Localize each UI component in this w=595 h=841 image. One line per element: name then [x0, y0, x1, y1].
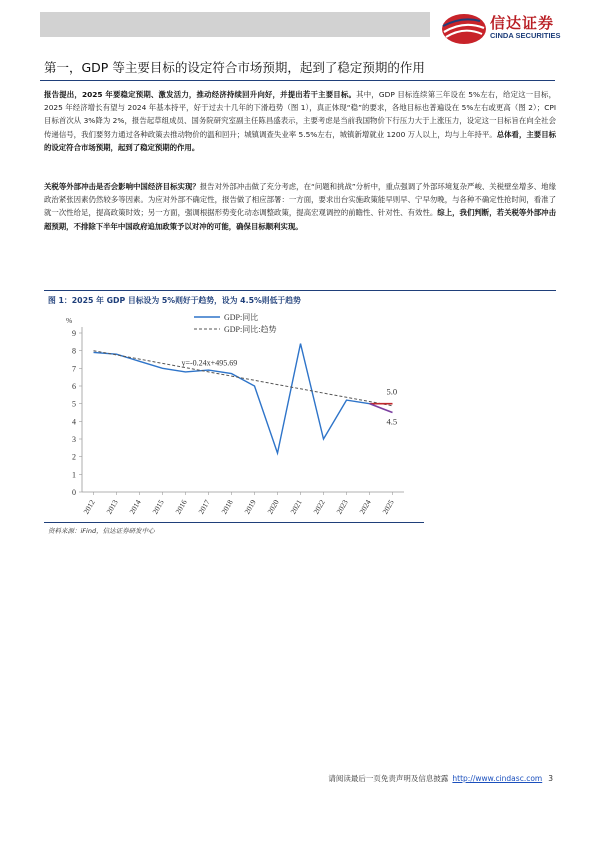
x-tick-label: 2020	[265, 498, 281, 516]
y-tick-label: 0	[72, 488, 76, 497]
y-tick-label: 8	[72, 346, 76, 356]
scenario-label: 5.0	[386, 386, 398, 397]
y-tick-label: 2	[72, 452, 76, 462]
x-tick-label: 2025	[380, 498, 396, 516]
figure-title: 图 1：2025 年 GDP 目标设为 5%则好于趋势，设为 4.5%则低于趋势	[48, 296, 301, 305]
x-tick-label: 2018	[219, 498, 235, 516]
legend-label: GDP:同比:趋势	[224, 325, 277, 334]
y-tick-label: 6	[72, 382, 76, 391]
section-title: 第一，GDP 等主要目标的设定符合市场预期，起到了稳定预期的作用	[44, 60, 425, 75]
y-tick-label: 3	[72, 435, 76, 444]
x-tick-label: 2014	[127, 498, 143, 516]
globe-logo-icon	[440, 12, 488, 46]
footer-url-link[interactable]: http://www.cindasc.com	[452, 774, 543, 783]
title-divider	[40, 80, 555, 81]
x-tick-label: 2022	[311, 498, 327, 516]
paragraph-2-body: 报告对外部冲击做了充分考虑，在“问题和挑战”分析中，重点强调了外部环境复杂严峻、关税壁垒增多、地缘政治紧张因素仍然较多等因素。为应对外部不确定性，报告做了相应部署：一方面，要求出台实施政策能早则早、宁早勿晚，与各种不确定性抢时间，看准了就一次性给足，提高政策时效；另一方面，强调根据形势变化动态调整政策，提高宏观调控的前瞻性、针对性、有效性。	[44, 182, 556, 218]
trend-series-line	[94, 351, 393, 406]
x-tick-label: 2017	[196, 498, 212, 516]
gdp-line-chart	[44, 305, 424, 523]
paragraph-2-lead: 关税等外部冲击是否会影响中国经济目标实现？	[44, 182, 200, 191]
x-tick-label: 2013	[104, 498, 120, 516]
footer-disclaimer: 请阅读最后一页免责声明及信息披露	[328, 774, 449, 783]
paragraph-1-lead: 报告提出，2025 年要稳定预期、激发活力，推动经济持续回升向好，并提出若干主要目标。	[44, 90, 357, 99]
paragraph-1-body: 其中，GDP 目标连续第三年设在 5%左右，给定这一目标，2025 年经济增长有望与 2024 年基本持平，好于过去十几年的下滑趋势（图 1），真正体现“稳”的要求，各地目标也普遍设在 5%左右或更高（图 2）；CPI 目标首次从 3%降为 2%，报告起草组成员、国务院研究室副主任陈昌盛表示，主要考虑是当前我国物价下行压力大于上涨压力，设定这一目标旨在向全社会传递信号，我们要努力通过各种政策去推动物价的温和回升；城镇调查失业率 5.5%左右，城镇新增就业 1200 万人以上，均与上年持平。	[44, 90, 556, 139]
logo-text-cn: 信达证券	[490, 14, 555, 32]
x-tick-label: 2019	[242, 498, 258, 516]
page-footer	[328, 773, 553, 784]
y-tick-label: 7	[72, 364, 76, 374]
trendline-equation: y=-0.24x+495.69	[181, 358, 238, 368]
y-tick-label: 4	[72, 417, 76, 427]
x-tick-label: 2021	[288, 498, 304, 516]
y-tick-label: 1	[72, 470, 76, 480]
paragraph-2-tail: 综上，我们判断，若关税等外部冲击超预期，不排除下半年中国政府追加政策予以对冲的可能，确保目标顺利实现。	[44, 208, 556, 231]
paragraph-1	[44, 88, 556, 154]
x-tick-label: 2023	[334, 498, 350, 516]
header-bar	[40, 12, 430, 37]
logo-text-en: CINDA SECURITIES	[490, 31, 561, 40]
y-tick-label: 5	[72, 399, 76, 409]
legend-label: GDP:同比	[224, 313, 259, 322]
x-tick-label: 2024	[357, 498, 373, 516]
paragraph-1-tail: 总体看，主要目标的设定符合市场预期，起到了稳定预期的作用。	[44, 129, 556, 152]
y-axis-unit: %	[66, 316, 73, 325]
x-tick-label: 2015	[150, 498, 166, 516]
page-number: 3	[548, 774, 553, 783]
scenario-label: 4.5	[386, 416, 398, 427]
figure-top-rule	[44, 290, 556, 291]
company-logo	[440, 12, 580, 46]
figure-bottom-rule	[44, 522, 424, 523]
y-tick-label: 9	[72, 329, 76, 338]
x-tick-label: 2016	[173, 498, 189, 516]
figure-source: 资料来源：iFind，信达证券研发中心	[48, 527, 155, 535]
paragraph-2	[44, 180, 556, 233]
x-tick-label: 2012	[81, 498, 97, 516]
